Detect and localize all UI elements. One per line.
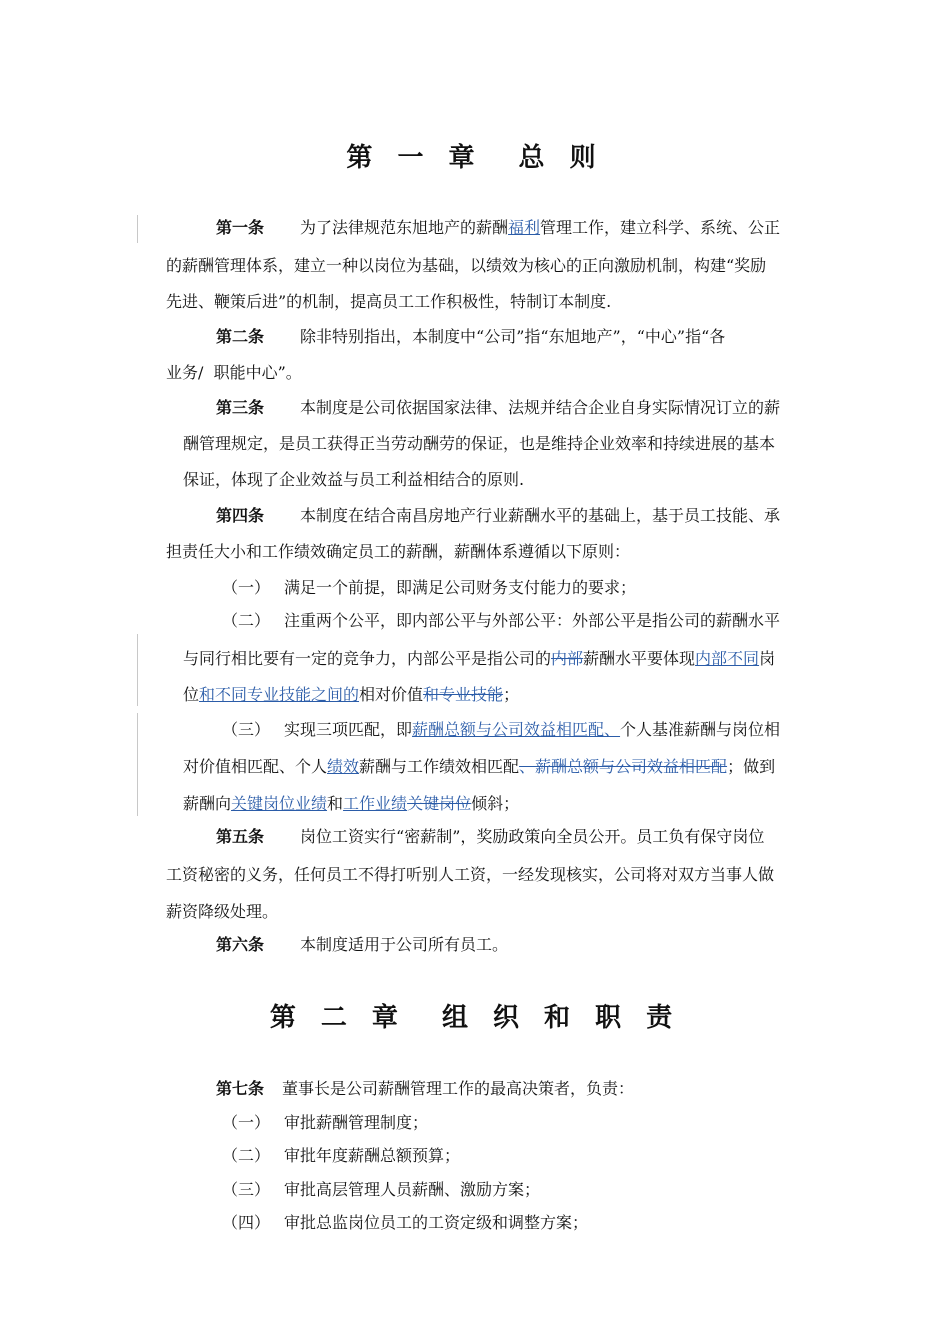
text-run: 本制度是公司依据国家法律、法规并结合企业自身实际情况订立的薪 xyxy=(300,398,781,417)
article-4-item-2-line-3 xyxy=(183,685,519,705)
change-bar xyxy=(137,713,138,816)
chapter-2-title: 组 织 和 职 责 xyxy=(441,1003,681,1033)
article-4-item-3-line-3 xyxy=(183,794,519,814)
text-run: 除非特别指出，本制度中“公司”指“东旭地产”，“中心”指“各 xyxy=(300,327,726,346)
inserted-text: 工作业绩 xyxy=(343,794,408,813)
article-4-item-1 xyxy=(222,578,636,598)
article-4-item-2-line-1 xyxy=(222,611,780,631)
text-run: 位 xyxy=(183,685,200,704)
article-1-line-3: 先进、鞭策后进”的机制，提高员工工作积极性，特制订本制度. xyxy=(166,292,612,311)
article-5-line-2: 工资秘密的义务，任何员工不得打听别人工资，一经发现核实，公司将对双方当事人做 xyxy=(166,865,775,884)
article-1-line-1 xyxy=(216,218,780,238)
deleted-text: 和专业技能 xyxy=(423,685,504,704)
text-run: 对价值相匹配、个人 xyxy=(183,757,328,776)
article-4-line-1 xyxy=(216,506,780,526)
text-run: ；做到 xyxy=(727,757,776,776)
text-run: 审批总监岗位员工的工资定级和调整方案； xyxy=(284,1213,589,1232)
change-bar xyxy=(137,215,138,243)
inserted-text: 关键岗位业绩 xyxy=(231,794,328,813)
text-run: 岗 xyxy=(759,649,776,668)
inserted-text: 绩效 xyxy=(327,757,360,776)
text-run: 审批薪酬管理制度； xyxy=(284,1113,429,1132)
article-3-line-1 xyxy=(216,398,780,418)
chapter-1-heading xyxy=(0,137,950,174)
article-6-line-1 xyxy=(216,935,508,955)
text-run: 相对价值 xyxy=(359,685,424,704)
text-run: 为了法律规范东旭地产的薪酬 xyxy=(300,218,509,237)
deleted-text: 内部 xyxy=(551,649,584,668)
article-4-label: 第四条 xyxy=(216,506,265,525)
text-run: 薪酬与工作绩效相匹配 xyxy=(359,757,520,776)
article-4-item-3-line-2 xyxy=(183,757,775,777)
article-2-label: 第二条 xyxy=(216,327,265,346)
text-run: 薪酬水平要体现 xyxy=(583,649,696,668)
item-number: （一） xyxy=(222,578,271,597)
text-run: 管理工作，建立科学、系统、公正 xyxy=(540,218,781,237)
article-7-item-3 xyxy=(222,1180,540,1200)
article-3-line-3: 保证，体现了企业效益与员工利益相结合的原则. xyxy=(183,470,525,489)
inserted-text: 和不同专业技能之间的 xyxy=(199,685,360,704)
text-run: ； xyxy=(503,685,520,704)
item-number: （三） xyxy=(222,1180,271,1199)
chapter-2-label: 第 二 章 xyxy=(269,1003,406,1033)
article-7-item-1 xyxy=(222,1113,428,1133)
article-1-label: 第一条 xyxy=(216,218,265,237)
article-3-line-2: 酬管理规定，是员工获得正当劳动酬劳的保证，也是维持企业效率和持续进展的基本 xyxy=(183,434,776,453)
text-run: 倾斜； xyxy=(471,794,520,813)
text-run: 本制度适用于公司所有员工。 xyxy=(300,935,509,954)
item-number: （四） xyxy=(222,1213,271,1232)
item-number: （一） xyxy=(222,1113,271,1132)
text-run: 审批年度薪酬总额预算； xyxy=(284,1146,461,1165)
article-5-line-3: 薪资降级处理。 xyxy=(166,902,279,921)
article-6-label: 第六条 xyxy=(216,935,265,954)
inserted-text: 薪酬总额与公司效益相匹配、 xyxy=(412,720,621,739)
article-5-line-1 xyxy=(216,827,764,847)
article-2-line-2: 业务/ 职能中心”。 xyxy=(166,363,302,382)
article-4-item-3-line-1 xyxy=(222,720,780,740)
text-run: 董事长是公司薪酬管理工作的最高决策者，负责： xyxy=(282,1079,635,1098)
text-run: 岗位工资实行“密薪制”，奖励政策向全员公开。员工负有保守岗位 xyxy=(300,827,765,846)
text-run: 个人基准薪酬与岗位相 xyxy=(620,720,781,739)
article-4-item-2-line-2 xyxy=(183,649,775,669)
text-run: 注重两个公平，即内部公平与外部公平：外部公平是指公司的薪酬水平 xyxy=(284,611,781,630)
chapter-2-heading xyxy=(0,997,950,1034)
article-5-label: 第五条 xyxy=(216,827,265,846)
text-run: 本制度在结合南昌房地产行业薪酬水平的基础上，基于员工技能、承 xyxy=(300,506,781,525)
deleted-text: 、薪酬总额与公司效益相匹配 xyxy=(519,757,728,776)
article-3-label: 第三条 xyxy=(216,398,265,417)
item-number: （三） xyxy=(222,720,271,739)
article-7-item-4 xyxy=(222,1213,588,1233)
inserted-text: 福利 xyxy=(508,218,541,237)
change-bar xyxy=(137,634,138,706)
chapter-1-title: 总 则 xyxy=(518,143,604,173)
article-7-label: 第七条 xyxy=(216,1079,265,1098)
text-run: 满足一个前提，即满足公司财务支付能力的要求； xyxy=(284,578,637,597)
article-7-line-1 xyxy=(216,1079,634,1099)
text-run: 和 xyxy=(327,794,344,813)
chapter-1-label: 第 一 章 xyxy=(346,143,483,173)
article-2-line-1 xyxy=(216,327,725,347)
article-1-line-2: 的薪酬管理体系，建立一种以岗位为基础，以绩效为核心的正向激励机制，构建“奖励 xyxy=(166,256,767,275)
article-7-item-2 xyxy=(222,1146,460,1166)
item-number: （二） xyxy=(222,1146,271,1165)
inserted-text: 内部不同 xyxy=(695,649,760,668)
text-run: 薪酬向 xyxy=(183,794,232,813)
article-4-line-2: 担责任大小和工作绩效确定员工的薪酬，薪酬体系遵循以下原则： xyxy=(166,542,631,561)
text-run: 审批高层管理人员薪酬、激励方案； xyxy=(284,1180,541,1199)
deleted-text: 关键岗位 xyxy=(407,794,472,813)
item-number: （二） xyxy=(222,611,271,630)
text-run: 实现三项匹配，即 xyxy=(284,720,413,739)
text-run: 与同行相比要有一定的竞争力，内部公平是指公司的 xyxy=(183,649,552,668)
